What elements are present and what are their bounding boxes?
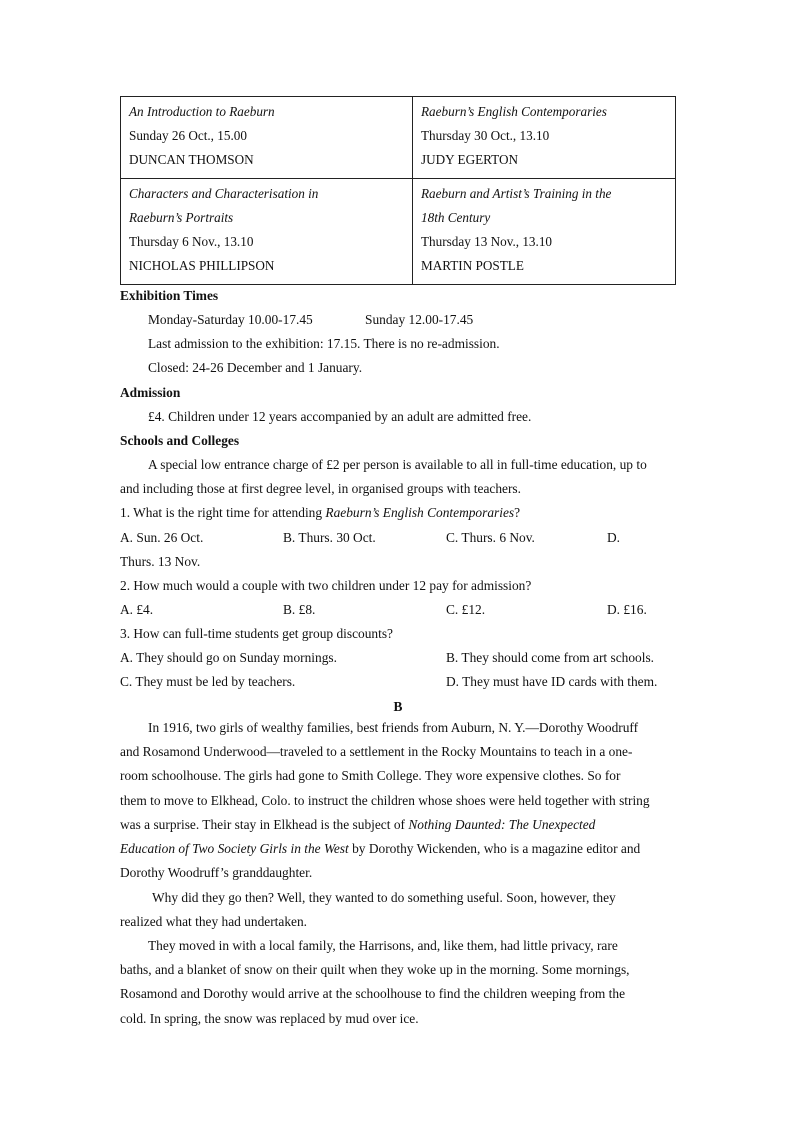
passage-b-text-part: by Dorothy Wickenden, who is a magazine editor and	[348, 841, 641, 856]
passage-b-text: cold. In spring, the snow was replaced by mud over ice.	[120, 1011, 419, 1026]
exhibition-closed: Closed: 24-26 December and 1 January.	[148, 360, 363, 375]
lecture-table	[120, 96, 676, 285]
lecture-title-cont: Raeburn’s Portraits	[129, 210, 234, 225]
passage-b-text-part: was a surprise. Their stay in Elkhead is the subject of	[120, 817, 409, 832]
q3-option-c: C. They must be led by teachers.	[120, 674, 296, 689]
question-1-title: Raeburn’s English Contemporaries	[325, 505, 515, 520]
q1-option-b: B. Thurs. 30 Oct.	[283, 530, 376, 545]
table-row	[121, 97, 676, 179]
passage-b-text: They moved in with a local family, the Harrisons, and, like them, had little privacy, rare	[148, 938, 618, 953]
q3-option-b: B. They should come from art schools.	[446, 650, 655, 665]
passage-b-text: room schoolhouse. The girls had gone to Smith College. They wore expensive clothes. So for	[120, 768, 621, 783]
passage-b-text: baths, and a blanket of snow on their quilt when they woke up in the morning. Some mornings,	[120, 962, 630, 977]
q1-option-a: A. Sun. 26 Oct.	[120, 530, 204, 545]
question-3-stem: 3. How can full-time students get group discounts?	[120, 626, 393, 641]
lecture-title: Characters and Characterisation in	[129, 186, 319, 201]
lecture-cell	[413, 179, 676, 285]
passage-b-text: Dorothy Woodruff’s granddaughter.	[120, 865, 313, 880]
lecture-title: Raeburn and Artist’s Training in the	[421, 186, 612, 201]
lecture-title: Raeburn’s English Contemporaries	[421, 104, 607, 119]
lecture-speaker: JUDY EGERTON	[421, 152, 519, 167]
schools-text-cont: and including those at first degree level, in organised groups with teachers.	[120, 481, 521, 496]
exhibition-weekday: Monday-Saturday 10.00-17.45	[148, 312, 313, 327]
lecture-speaker: NICHOLAS PHILLIPSON	[129, 258, 275, 273]
q3-option-d: D. They must have ID cards with them.	[446, 674, 658, 689]
q2-option-c: C. £12.	[446, 602, 486, 617]
admission-text: £4. Children under 12 years accompanied by an adult are admitted free.	[148, 409, 532, 424]
book-title: Nothing Daunted: The Unexpected	[408, 817, 596, 832]
passage-b-text	[120, 837, 640, 861]
lecture-cell	[121, 179, 413, 285]
lecture-cell	[121, 97, 413, 179]
q1-option-c: C. Thurs. 6 Nov.	[446, 530, 535, 545]
exhibition-heading: Exhibition Times	[120, 288, 219, 303]
lecture-date: Thursday 30 Oct., 13.10	[421, 128, 550, 143]
passage-b-text: In 1916, two girls of wealthy families, best friends from Auburn, N. Y.—Dorothy Woodruff	[148, 720, 639, 735]
passage-b-text: them to move to Elkhead, Colo. to instruct the children whose shoes were held together with string	[120, 793, 650, 808]
lecture-date: Thursday 13 Nov., 13.10	[421, 234, 553, 249]
exhibition-last-admission: Last admission to the exhibition: 17.15. There is no re-admission.	[148, 336, 500, 351]
passage-b-text: and Rosamond Underwood—traveled to a settlement in the Rocky Mountains to teach in a one-	[120, 744, 633, 759]
question-2-stem: 2. How much would a couple with two children under 12 pay for admission?	[120, 578, 532, 593]
lecture-title-cont: 18th Century	[421, 210, 491, 225]
schools-heading: Schools and Colleges	[120, 433, 240, 448]
lecture-date: Sunday 26 Oct., 15.00	[129, 128, 247, 143]
passage-b-text	[120, 813, 595, 837]
schools-text: A special low entrance charge of £2 per person is available to all in full-time education, up to	[148, 457, 647, 472]
lecture-speaker: DUNCAN THOMSON	[129, 152, 254, 167]
book-title-cont: Education of Two Society Girls in the West	[120, 841, 349, 856]
lecture-date: Thursday 6 Nov., 13.10	[129, 234, 254, 249]
question-1-stem: 1. What is the right time for attending	[120, 505, 326, 520]
question-1-suffix: ?	[514, 505, 521, 520]
exhibition-sunday: Sunday 12.00-17.45	[365, 312, 474, 327]
table-row	[121, 179, 676, 285]
q2-option-b: B. £8.	[283, 602, 316, 617]
passage-b-heading: B	[393, 699, 403, 714]
lecture-cell	[413, 97, 676, 179]
q2-option-a: A. £4.	[120, 602, 154, 617]
admission-heading: Admission	[120, 385, 181, 400]
lecture-title: An Introduction to Raeburn	[129, 104, 275, 119]
q1-option-d: D.	[607, 530, 621, 545]
passage-b-text: Rosamond and Dorothy would arrive at the schoolhouse to find the children weeping from the	[120, 986, 626, 1001]
lecture-speaker: MARTIN POSTLE	[421, 258, 524, 273]
q3-option-a: A. They should go on Sunday mornings.	[120, 650, 337, 665]
question-1	[120, 501, 520, 525]
q2-option-d: D. £16.	[607, 602, 647, 617]
q1-option-d-text: Thurs. 13 Nov.	[120, 554, 201, 569]
passage-b-text: Why did they go then? Well, they wanted to do something useful. Soon, however, they	[152, 890, 616, 905]
passage-b-text: realized what they had undertaken.	[120, 914, 308, 929]
